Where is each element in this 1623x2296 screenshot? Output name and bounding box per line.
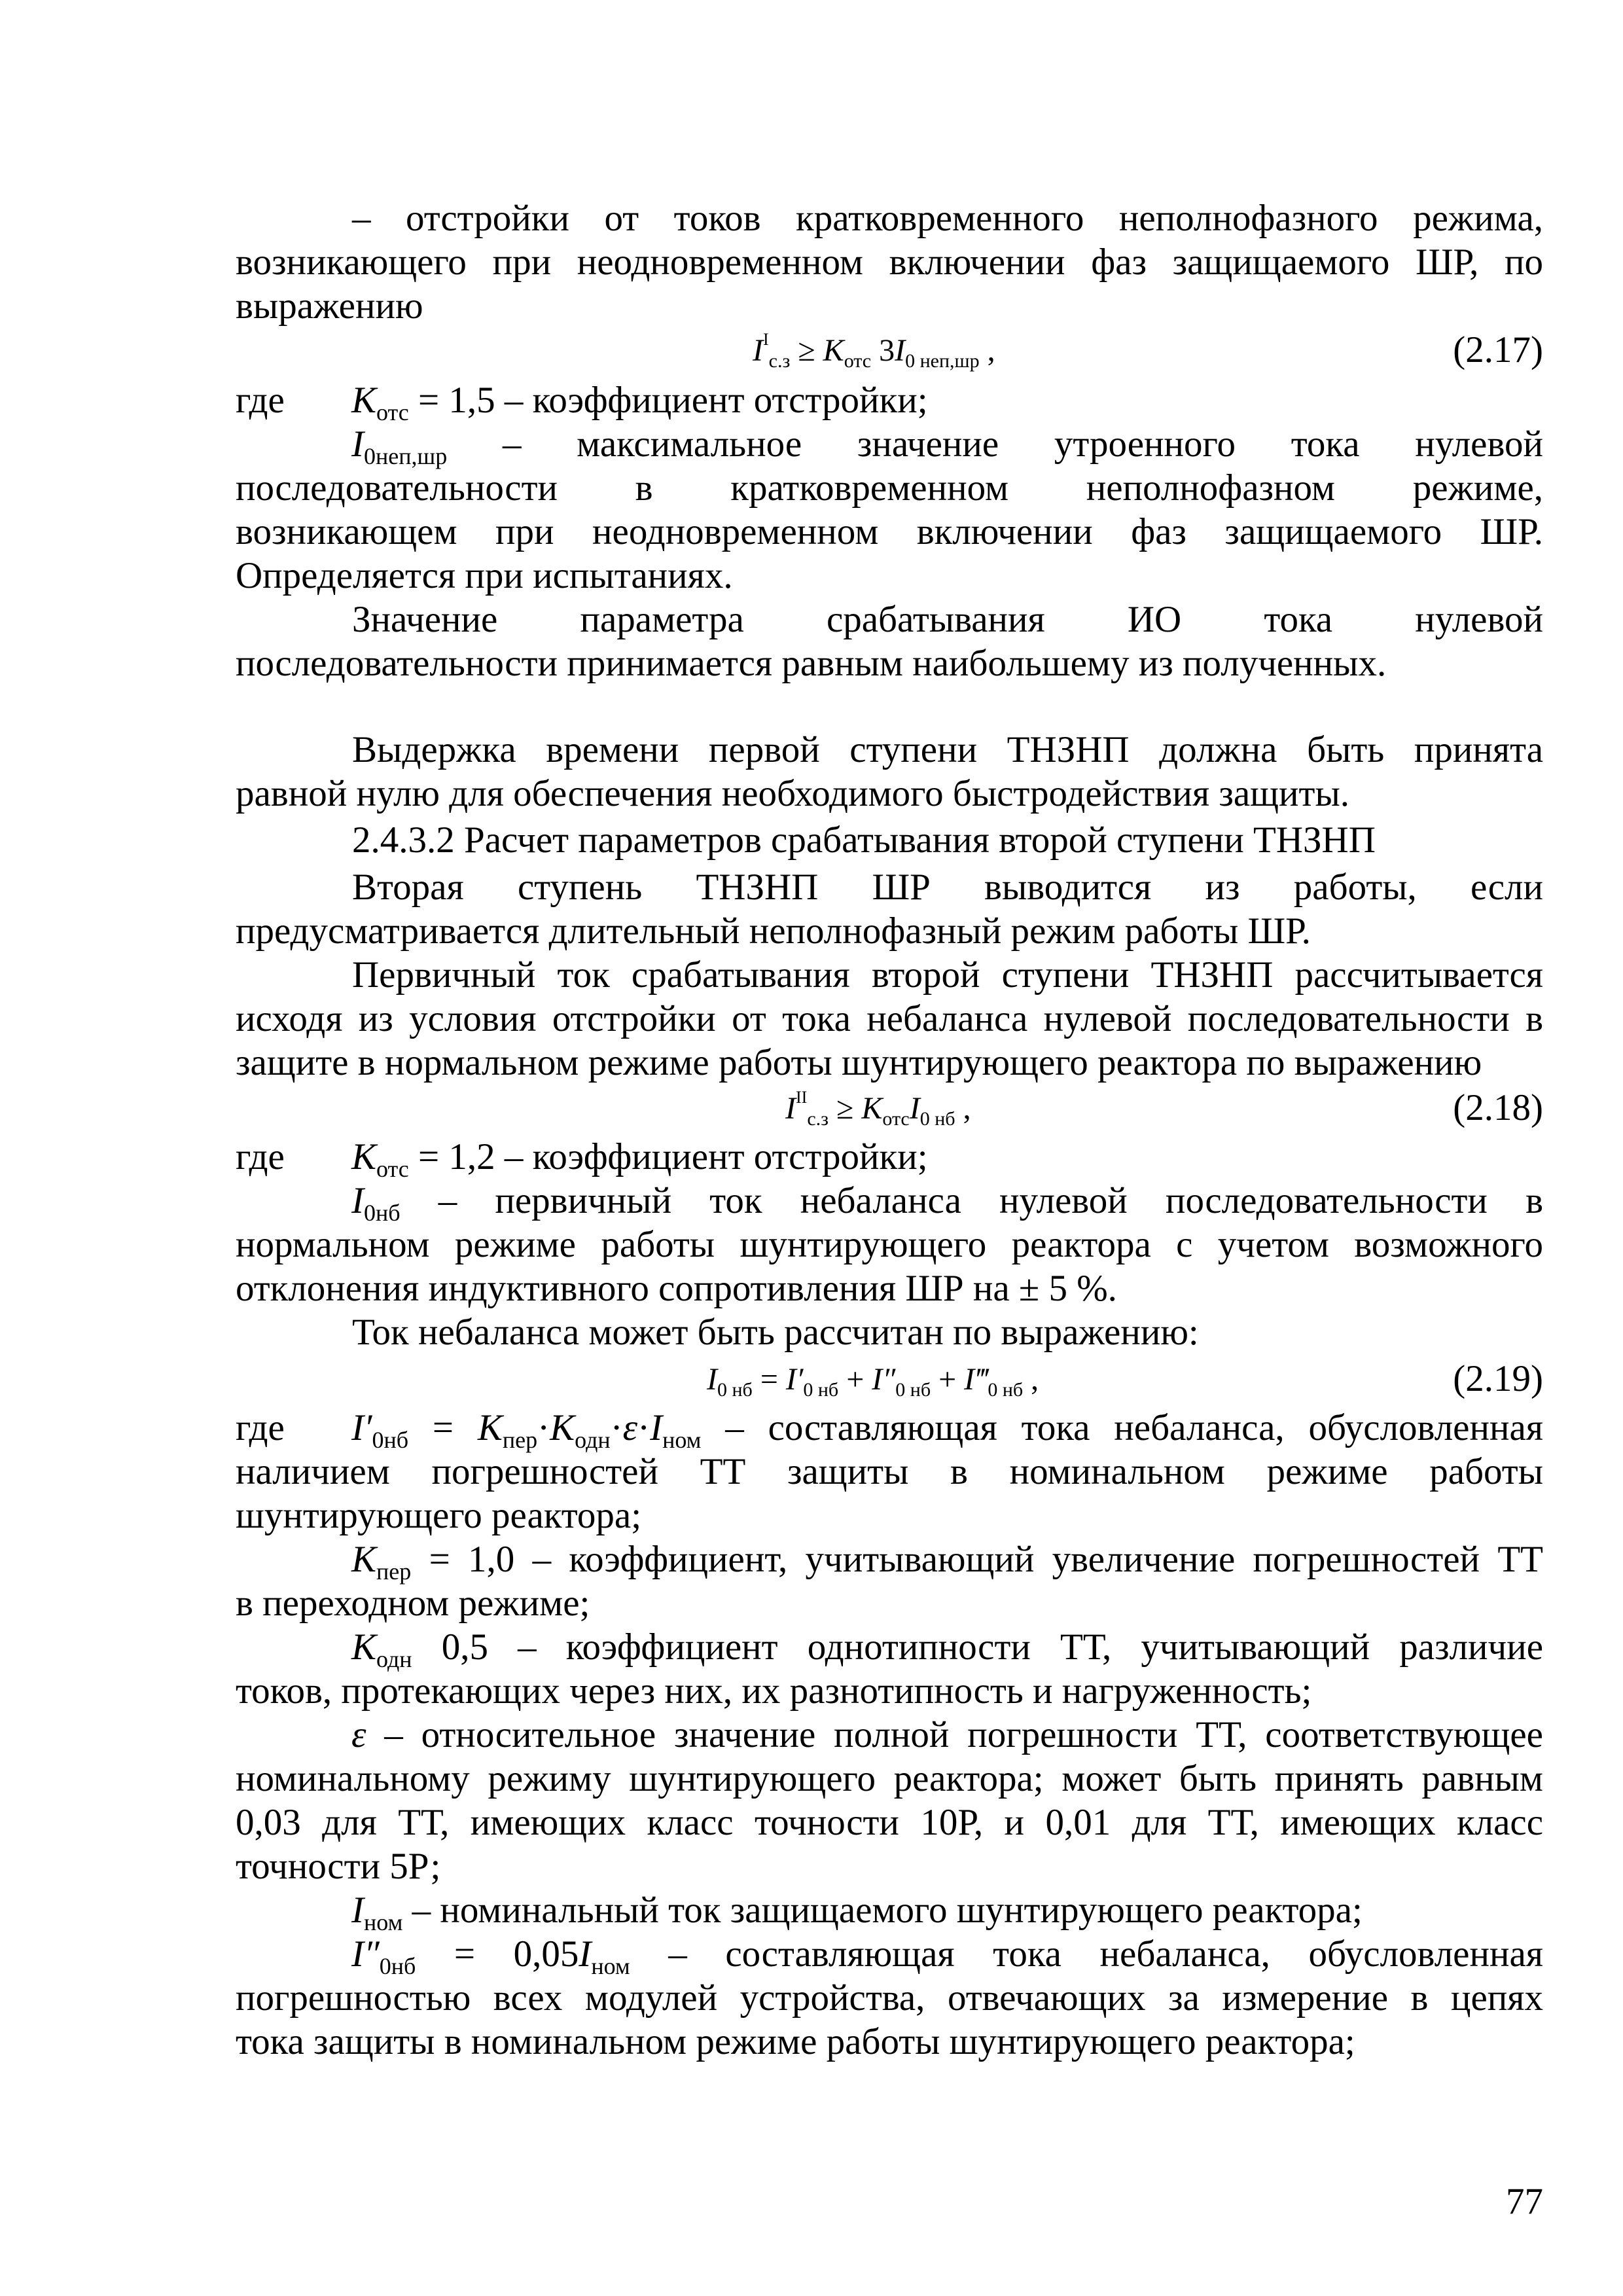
paragraph-line: защите в нормальном режиме работы шунтирующего реактора по выражению <box>236 1042 1482 1083</box>
paragraph-line: исходя из условия отстройки от тока небаланса нулевой последовательности в <box>236 998 1543 1039</box>
paragraph-line: последовательности принимается равным наибольшему из полученных. <box>236 643 1387 684</box>
paragraph-line: тока защиты в номинальном режиме работы шунтирующего реактора; <box>236 2021 1355 2062</box>
paragraph-line: выражению <box>236 285 423 327</box>
paragraph-line: Первичный ток срабатывания второй ступени ТНЗНП рассчитывается <box>352 954 1543 996</box>
formula-2-18: $I^{II}_{с.з} \ge K_{отс}I_{0 нб}$ , <box>785 1088 971 1130</box>
definition-k-ots: $K_{отс} = 1,2$ – коэффициент отстройки; <box>351 1136 928 1182</box>
paragraph-line: Вторая ступень ТНЗНП ШР выводится из работы, если <box>352 867 1543 908</box>
definition-k-odn: $K_{одн}$ 0,5 – коэффициент однотипности ТТ, учитывающий различие <box>351 1626 1543 1672</box>
section-heading: 2.4.3.2 Расчет параметров срабатывания второй ступени ТНЗНП <box>352 819 1376 861</box>
paragraph-line: токов, протекающих через них, их разнотипность и нагруженность; <box>236 1670 1312 1712</box>
paragraph-line: Выдержка времени первой ступени ТНЗНП должна быть принята <box>352 729 1543 770</box>
paragraph-line: – отстройки от токов кратковременного неполнофазного режима, <box>352 198 1543 239</box>
definition-i-double-prime: $I''_{0нб} = 0,05I_{ном}$ – составляющая тока небаланса, обусловленная <box>351 1933 1543 1979</box>
paragraph-line: точности 5Р; <box>236 1846 441 1887</box>
where-label: где <box>236 1407 285 1448</box>
definition-k-per: $K_{пер} = 1,0$ – коэффициент, учитывающий увеличение погрешностей ТТ <box>351 1539 1543 1585</box>
paragraph-line: последовательности в кратковременном неполнофазном режиме, <box>236 467 1543 509</box>
paragraph-line: возникающем при неодновременном включении фаз защищаемого ШР. <box>236 511 1543 552</box>
paragraph-line: Значение параметра срабатывания ИО тока нулевой <box>352 599 1543 640</box>
paragraph-line: предусматривается длительный неполнофазный режим работы ШР. <box>236 910 1311 952</box>
paragraph-line: номинальному режиму шунтирующего реактора; может быть принять равным <box>236 1758 1543 1799</box>
paragraph-line: нормальном режиме работы шунтирующего реактора с учетом возможного <box>236 1224 1543 1265</box>
definition-i0-nb: $I_{0нб}$ – первичный ток небаланса нулевой последовательности в <box>351 1180 1543 1226</box>
paragraph-line: 0,03 для ТТ, имеющих класс точности 10Р, и 0,01 для ТТ, имеющих класс <box>236 1802 1543 1843</box>
definition-i-prime: $I'_{0нб} = K_{пер}\cdot K_{одн}\cdot\varepsilon\cdot I_{ном}$ – составляющая тока небаланса, обусловленная <box>351 1407 1543 1453</box>
formula-2-17: $I^I_{с.з} \ge K_{отс}$ $3I_{0 неп,шр}$ , <box>753 330 995 372</box>
definition-i0-nep: $I_{0неп,шр}$ – максимальное значение утроенного тока нулевой <box>351 423 1543 469</box>
definition-i-nom: $I_{ном}$ – номинальный ток защищаемого шунтирующего реактора; <box>351 1890 1363 1935</box>
definition-k-ots: $K_{отс} = 1,5$ – коэффициент отстройки; <box>351 380 928 425</box>
paragraph-line: Ток небаланса может быть рассчитан по выражению: <box>352 1312 1199 1353</box>
paragraph-line: наличием погрешностей ТТ защиты в номинальном режиме работы <box>236 1451 1543 1492</box>
paragraph-line: Определяется при испытаниях. <box>236 555 733 596</box>
where-label: где <box>236 380 285 421</box>
page-number: 77 <box>1506 2181 1543 2222</box>
equation-number: (2.19) <box>1453 1358 1543 1399</box>
paragraph-line: погрешностью всех модулей устройства, отвечающих за измерение в цепях <box>236 1977 1543 2018</box>
definition-epsilon: ε – относительное значение полной погрешности ТТ, соответствующее <box>351 1714 1543 1755</box>
equation-number: (2.18) <box>1453 1087 1543 1128</box>
equation-number: (2.17) <box>1453 329 1543 370</box>
paragraph-line: равной нулю для обеспечения необходимого быстродействия защиты. <box>236 773 1349 814</box>
formula-2-19: $I_{0 нб} = I'_{0 нб} + I''_{0 нб}$ + $I‴_{0 нб}$ , <box>707 1362 1039 1401</box>
paragraph-line: шунтирующего реактора; <box>236 1495 642 1536</box>
paragraph-line: в переходном режиме; <box>236 1583 590 1624</box>
paragraph-line: отклонения индуктивного сопротивления ШР на ± 5 %. <box>236 1268 1117 1309</box>
where-label: где <box>236 1136 285 1177</box>
paragraph-line: возникающего при неодновременном включении фаз защищаемого ШР, по <box>236 242 1543 283</box>
